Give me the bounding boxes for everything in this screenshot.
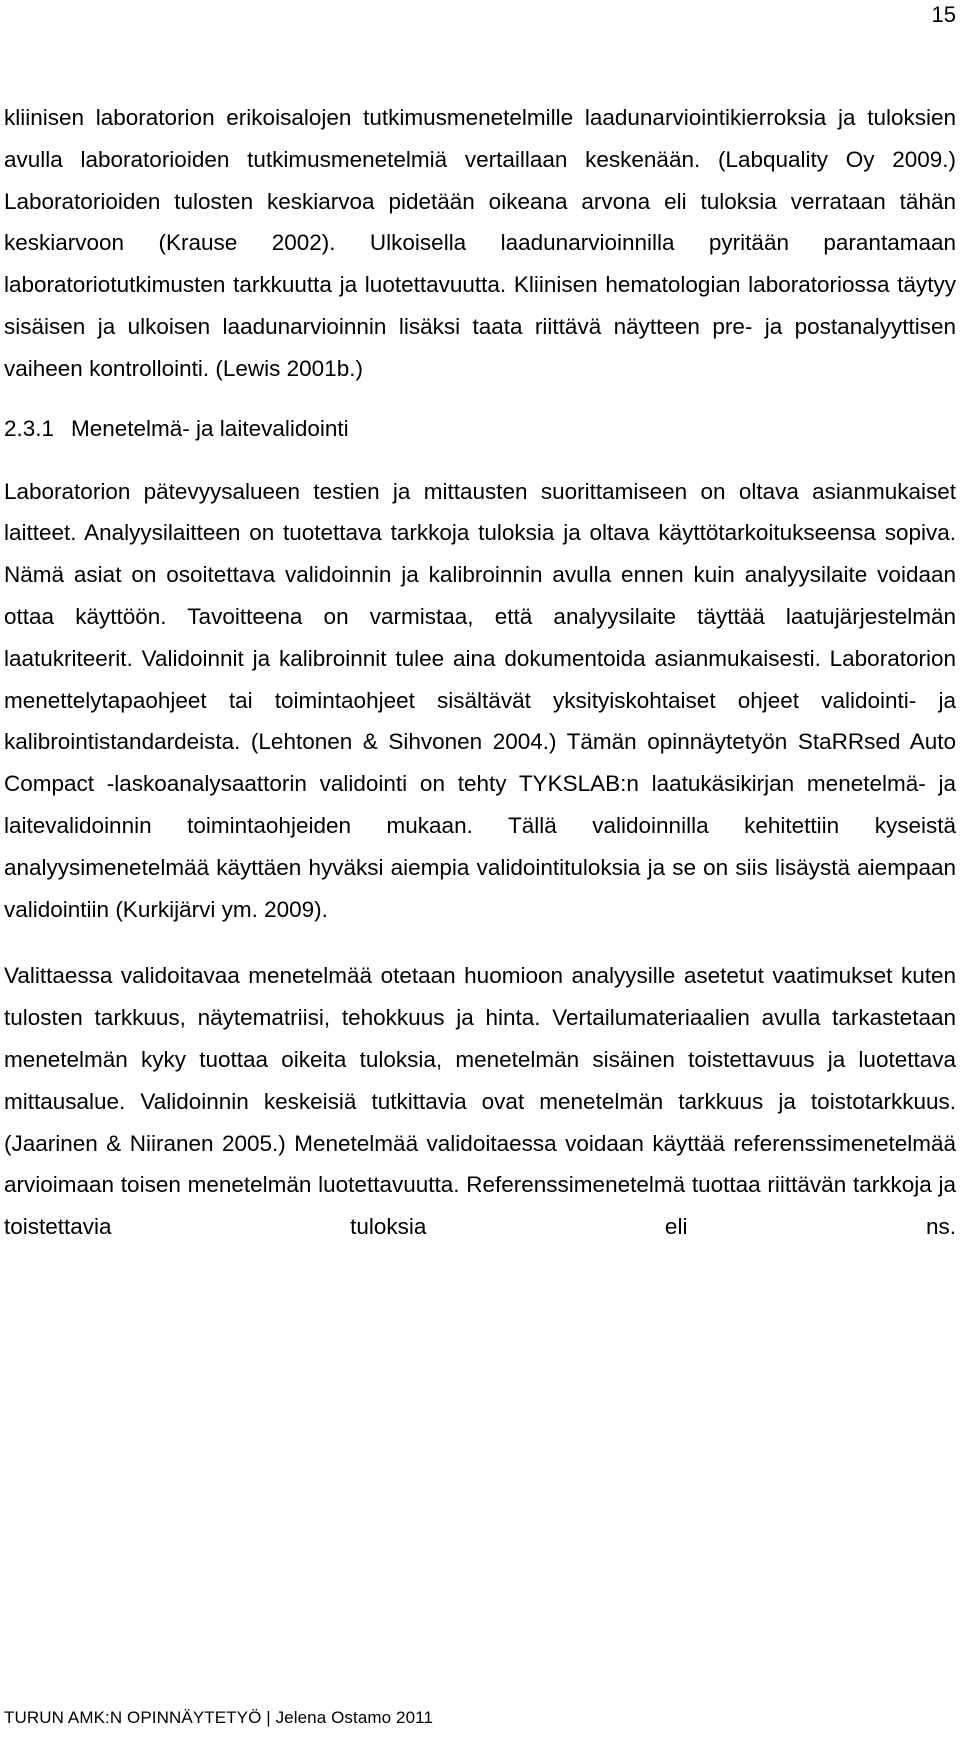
section-number: 2.3.1 [4,415,55,441]
paragraph-quality-assessment: kliinisen laboratorion erikoisalojen tutkimusmenetelmille laadunarviointikierroksia ja tuloksien avulla laboratorioiden tutkimusmenetelmiä vertaillaan keskenään. (Labquality Oy 2009.) Laboratorioiden tulosten keskiarvoa pidetään oikeana arvona eli tuloksia verrataan tähän keskiarvoon (Krause 2002). Ulkoisella laadunarvioinnilla pyritään parantamaan laboratoriotutkimusten tarkkuutta ja luotettavuutta. Kliinisen hematologian laboratoriossa täytyy sisäisen ja ulkoisen laadunarvioinnin lisäksi taata riittävä näytteen pre- ja postanalyyttisen vaiheen kontrollointi. (Lewis 2001b.) [4,105,956,381]
page-footer: TURUN AMK:N OPINNÄYTETYÖ | Jelena Ostamo 2011 [4,1708,434,1727]
section-heading [4,416,956,442]
page-number: 15 [931,2,956,27]
section-title: Menetelmä- ja laitevalidointi [71,415,349,441]
document-body [4,97,956,1248]
paragraph-validation: Laboratorion pätevyysalueen testien ja mittausten suorittamiseen on oltava asianmukaiset laitteet. Analyysilaitteen on tuotettava tarkkoja tuloksia ja oltava käyttötarkoitukseensa sopiva. Nämä asiat on osoitettava validoinnin ja kalibroinnin avulla ennen kuin analyysilaite voidaan ottaa käyttöön. Tavoitteena on varmistaa, että analyysilaite täyttää laatujärjestelmän laatukriteerit. Validoinnit ja kalibroinnit tulee aina dokumentoida asianmukaisesti. Laboratorion menettelytapaohjeet tai toimintaohjeet sisältävät yksityiskohtaiset ohjeet validointi- ja kalibrointistandardeista. (Lehtonen & Sihvonen 2004.) Tämän opinnäytetyön StaRRsed Auto Compact -laskoanalysaattorin validointi on tehty TYKSLAB:n laatukäsikirjan menetelmä- ja laitevalidoinnin toimintaohjeiden mukaan. Tällä validoinnilla kehitettiin kyseistä analyysimenetelmää käyttäen hyväksi aiempia validointituloksia ja se on siis lisäystä aiempaan validointiin (Kurkijärvi ym. 2009). [4,478,956,922]
paragraph-method-selection: Valittaessa validoitavaa menetelmää otetaan huomioon analyysille asetetut vaatimukset kuten tulosten tarkkuus, näytematriisi, tehokkuus ja hinta. Vertailumateriaalien avulla tarkastetaan menetelmän kyky tuottaa oikeita tuloksia, menetelmän sisäinen toistettavuus ja luotettava mittausalue. Validoinnin keskeisiä tutkittavia ovat menetelmän tarkkuus ja toistotarkkuus. (Jaarinen & Niiranen 2005.) Menetelmää validoitaessa voidaan käyttää referenssimenetelmää arvioimaan toisen menetelmän luotettavuutta. Referenssimenetelmä tuottaa riittävän tarkkoja ja toistettavia tuloksia eli ns. [4,963,956,1240]
